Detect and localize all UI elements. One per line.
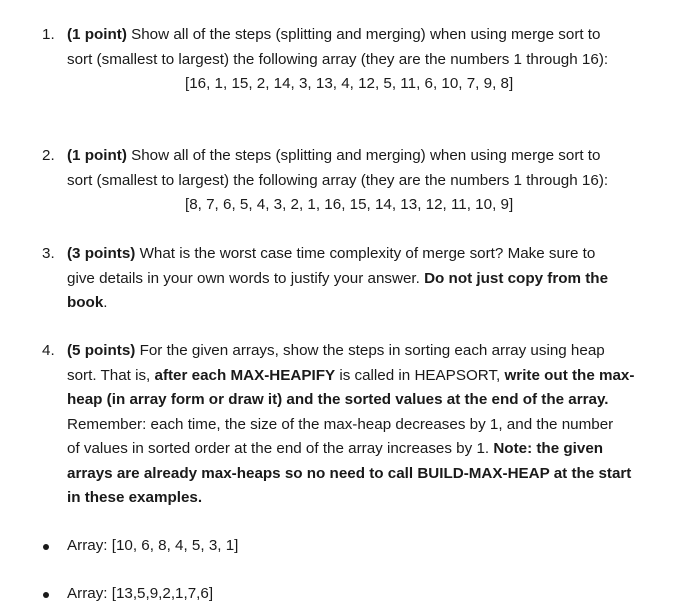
question-text: Show all of the steps (splitting and merging) when using merge sort to: [126, 147, 601, 164]
emphasis-text: heap (in array form or draw it) and the sorted values at the end of the array.: [67, 391, 609, 408]
question-body: [67, 23, 652, 97]
array-item: Array: [13,5,9,2,1,7,6]: [67, 585, 214, 602]
question-body: [67, 144, 652, 218]
array-values: [8, 7, 6, 5, 4, 3, 2, 1, 16, 15, 14, 13, 12, 11, 10, 9]: [185, 196, 514, 213]
array-item: Array: [10, 6, 8, 4, 5, 3, 1]: [67, 537, 239, 554]
points-label: (1 point): [67, 147, 127, 164]
question-text: sort (smallest to largest) the following array (they are the numbers 1 through 16):: [67, 50, 609, 68]
question-text: sort. That is,: [67, 366, 155, 384]
points-label: (1 point): [67, 26, 127, 43]
question-text: For the given arrays, show the steps in sorting each array using heap: [135, 342, 605, 359]
question-text: .: [103, 294, 108, 311]
question-line: [67, 267, 652, 292]
question-text: of values in sorted order at the end of the array increases by 1.: [67, 440, 494, 457]
question-line: [67, 291, 652, 316]
bullet-icon: [43, 544, 49, 550]
question-text: What is the worst case time complexity of merge sort? Make sure to: [135, 245, 596, 262]
emphasis-text: Do not just copy from the: [424, 269, 609, 287]
question-text: is called in HEAPSORT,: [335, 366, 505, 384]
emphasis-text: write out the max-: [504, 366, 635, 384]
question-line: [67, 339, 652, 364]
points-label: (5 points): [67, 342, 136, 359]
question-line: [67, 364, 652, 389]
question-text: Remember: each time, the size of the max-heap decreases by 1, and the number: [67, 415, 614, 433]
question-text: give details in your own words to justify your answer.: [67, 269, 425, 287]
question-body: [67, 242, 652, 316]
question-line: [67, 144, 652, 169]
emphasis-text: book: [67, 294, 104, 311]
bullet-icon: [43, 592, 49, 598]
question-body: [67, 339, 652, 511]
question-number: 4.: [42, 342, 55, 359]
question-text: sort (smallest to largest) the following array (they are the numbers 1 through 16):: [67, 171, 609, 189]
emphasis-text: Note: the given: [493, 440, 604, 457]
question-text: Show all of the steps (splitting and merging) when using merge sort to: [126, 26, 601, 43]
question-line: [67, 437, 652, 462]
question-number: 2.: [42, 147, 55, 164]
emphasis-text: arrays are already max-heaps so no need to call BUILD-MAX-HEAP at the start: [67, 464, 632, 482]
emphasis-text: after each MAX-HEAPIFY: [154, 366, 336, 384]
points-label: (3 points): [67, 245, 136, 262]
question-line: [67, 242, 652, 267]
question-line: [67, 23, 652, 48]
emphasis-text: in these examples.: [67, 489, 203, 506]
question-number: 3.: [42, 245, 55, 262]
array-values: [16, 1, 15, 2, 14, 3, 13, 4, 12, 5, 11, 6, 10, 7, 9, 8]: [185, 75, 514, 92]
question-number: 1.: [42, 26, 55, 43]
